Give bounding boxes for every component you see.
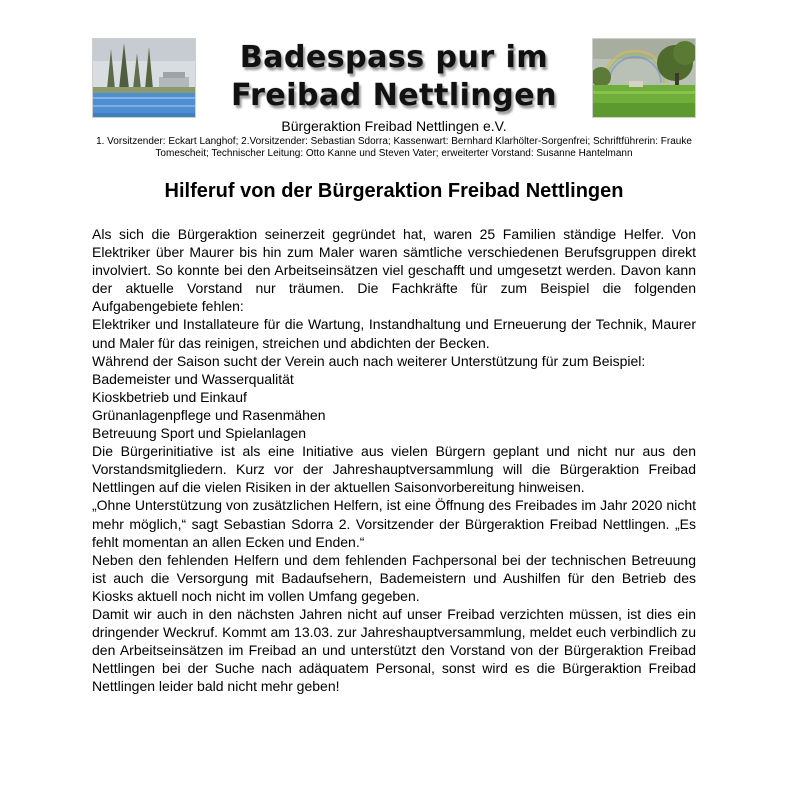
organization-name: Bürgeraktion Freibad Nettlingen e.V. <box>281 118 507 134</box>
paragraph-initiative: Die Bürgerinitiative ist als eine Initiative aus vielen Bürgern geplant und nicht nur aus den Vorstandsmitgliedern. Kurz vor der Jahreshauptversammlung will die Bürgeraktion Freibad Nettlingen auf die vielen Risiken in der aktuellen Saisonvorbereitung hinweisen. <box>92 443 696 496</box>
document-body <box>92 225 696 695</box>
logo-line-2: Freibad Nettlingen <box>231 78 557 113</box>
list-item: Bademeister und Wasserqualität <box>92 370 294 387</box>
list-item: Betreuung Sport und Spielanlagen <box>92 425 307 442</box>
document-title: Hilferuf von der Bürgeraktion Freibad Nettlingen <box>164 180 624 202</box>
paragraph-missing-staff: Neben den fehlenden Helfern und dem fehlenden Fachpersonal bei der technischen Betreuung ist auch die Versorgung mit Badaufsehern, Bademeistern und Aushilfen für den Betrieb des Kiosks aktuell noch nicht im vollen Umfang gegeben. <box>92 551 696 604</box>
board-members: 1. Vorsitzender: Eckart Langhof; 2.Vorsitzender: Sebastian Sdorra; Kassenwart: Bernhard Klarhölter-Sorgenfrei; Schriftführerin: Frauke Tomescheit; Technischer Leitung: Otto Kanne und Steven Vater; erweiterter Vorstand: Susanne Hantelmann <box>96 136 692 159</box>
list-item: Grünanlagenpflege und Rasenmähen <box>92 406 326 423</box>
paragraph-season: Während der Saison sucht der Verein auch nach weiterer Unterstützung für zum Beispiel: <box>92 352 646 369</box>
paragraph-craftsmen: Elektriker und Installateure für die Wartung, Instandhaltung und Erneuerung der Technik, Maurer und Maler für das reinigen, streichen und abdichten der Becken. <box>92 316 696 351</box>
list-item: Kioskbetrieb und Einkauf <box>92 388 247 405</box>
paragraph-quote: „Ohne Unterstützung von zusätzlichen Helfern, ist eine Öffnung des Freibades im Jahr 2020 nicht mehr möglich,“ sagt Sebastian Sdorra 2. Vorsitzender der Bürgeraktion Freibad Nettlingen. „Es fehlt momentan an allen Ecken und Enden.“ <box>92 497 696 550</box>
club-logo <box>222 38 566 118</box>
letterhead <box>92 38 696 118</box>
logo-line-1: Badespass pur im <box>239 40 549 75</box>
paragraph-intro: Als sich die Bürgeraktion seinerzeit gegründet hat, waren 25 Familien ständige Helfer. Von Elektriker über Maurer bis hin zum Maler waren sämtliche verschiedenen Berufsgruppen direkt involviert. So konnte bei den Arbeitseinsätzen viel geschafft und umgesetzt werden. Davon kann der aktuelle Vorstand nur träumen. Die Fachkräfte für zum Beispiel die folgenden Aufgabengebiete fehlen: <box>92 226 696 315</box>
pool-photo <box>92 38 196 118</box>
paragraph-call-to-action: Damit wir auch in den nächsten Jahren nicht auf unser Freibad verzichten müssen, ist dies ein dringender Weckruf. Kommt am 13.03. zur Jahreshauptversammlung, meldet euch verbindlich zu den Arbeitseinsätzen im Freibad an und unterstützt den Vorstand von der Bürgeraktion Freibad Nettlingen bei der Suche nach adäquatem Personal, sonst wird es die Bürgeraktion Freibad Nettlingen leider bald nicht mehr geben! <box>92 605 696 695</box>
meadow-rainbow-photo <box>592 38 696 118</box>
